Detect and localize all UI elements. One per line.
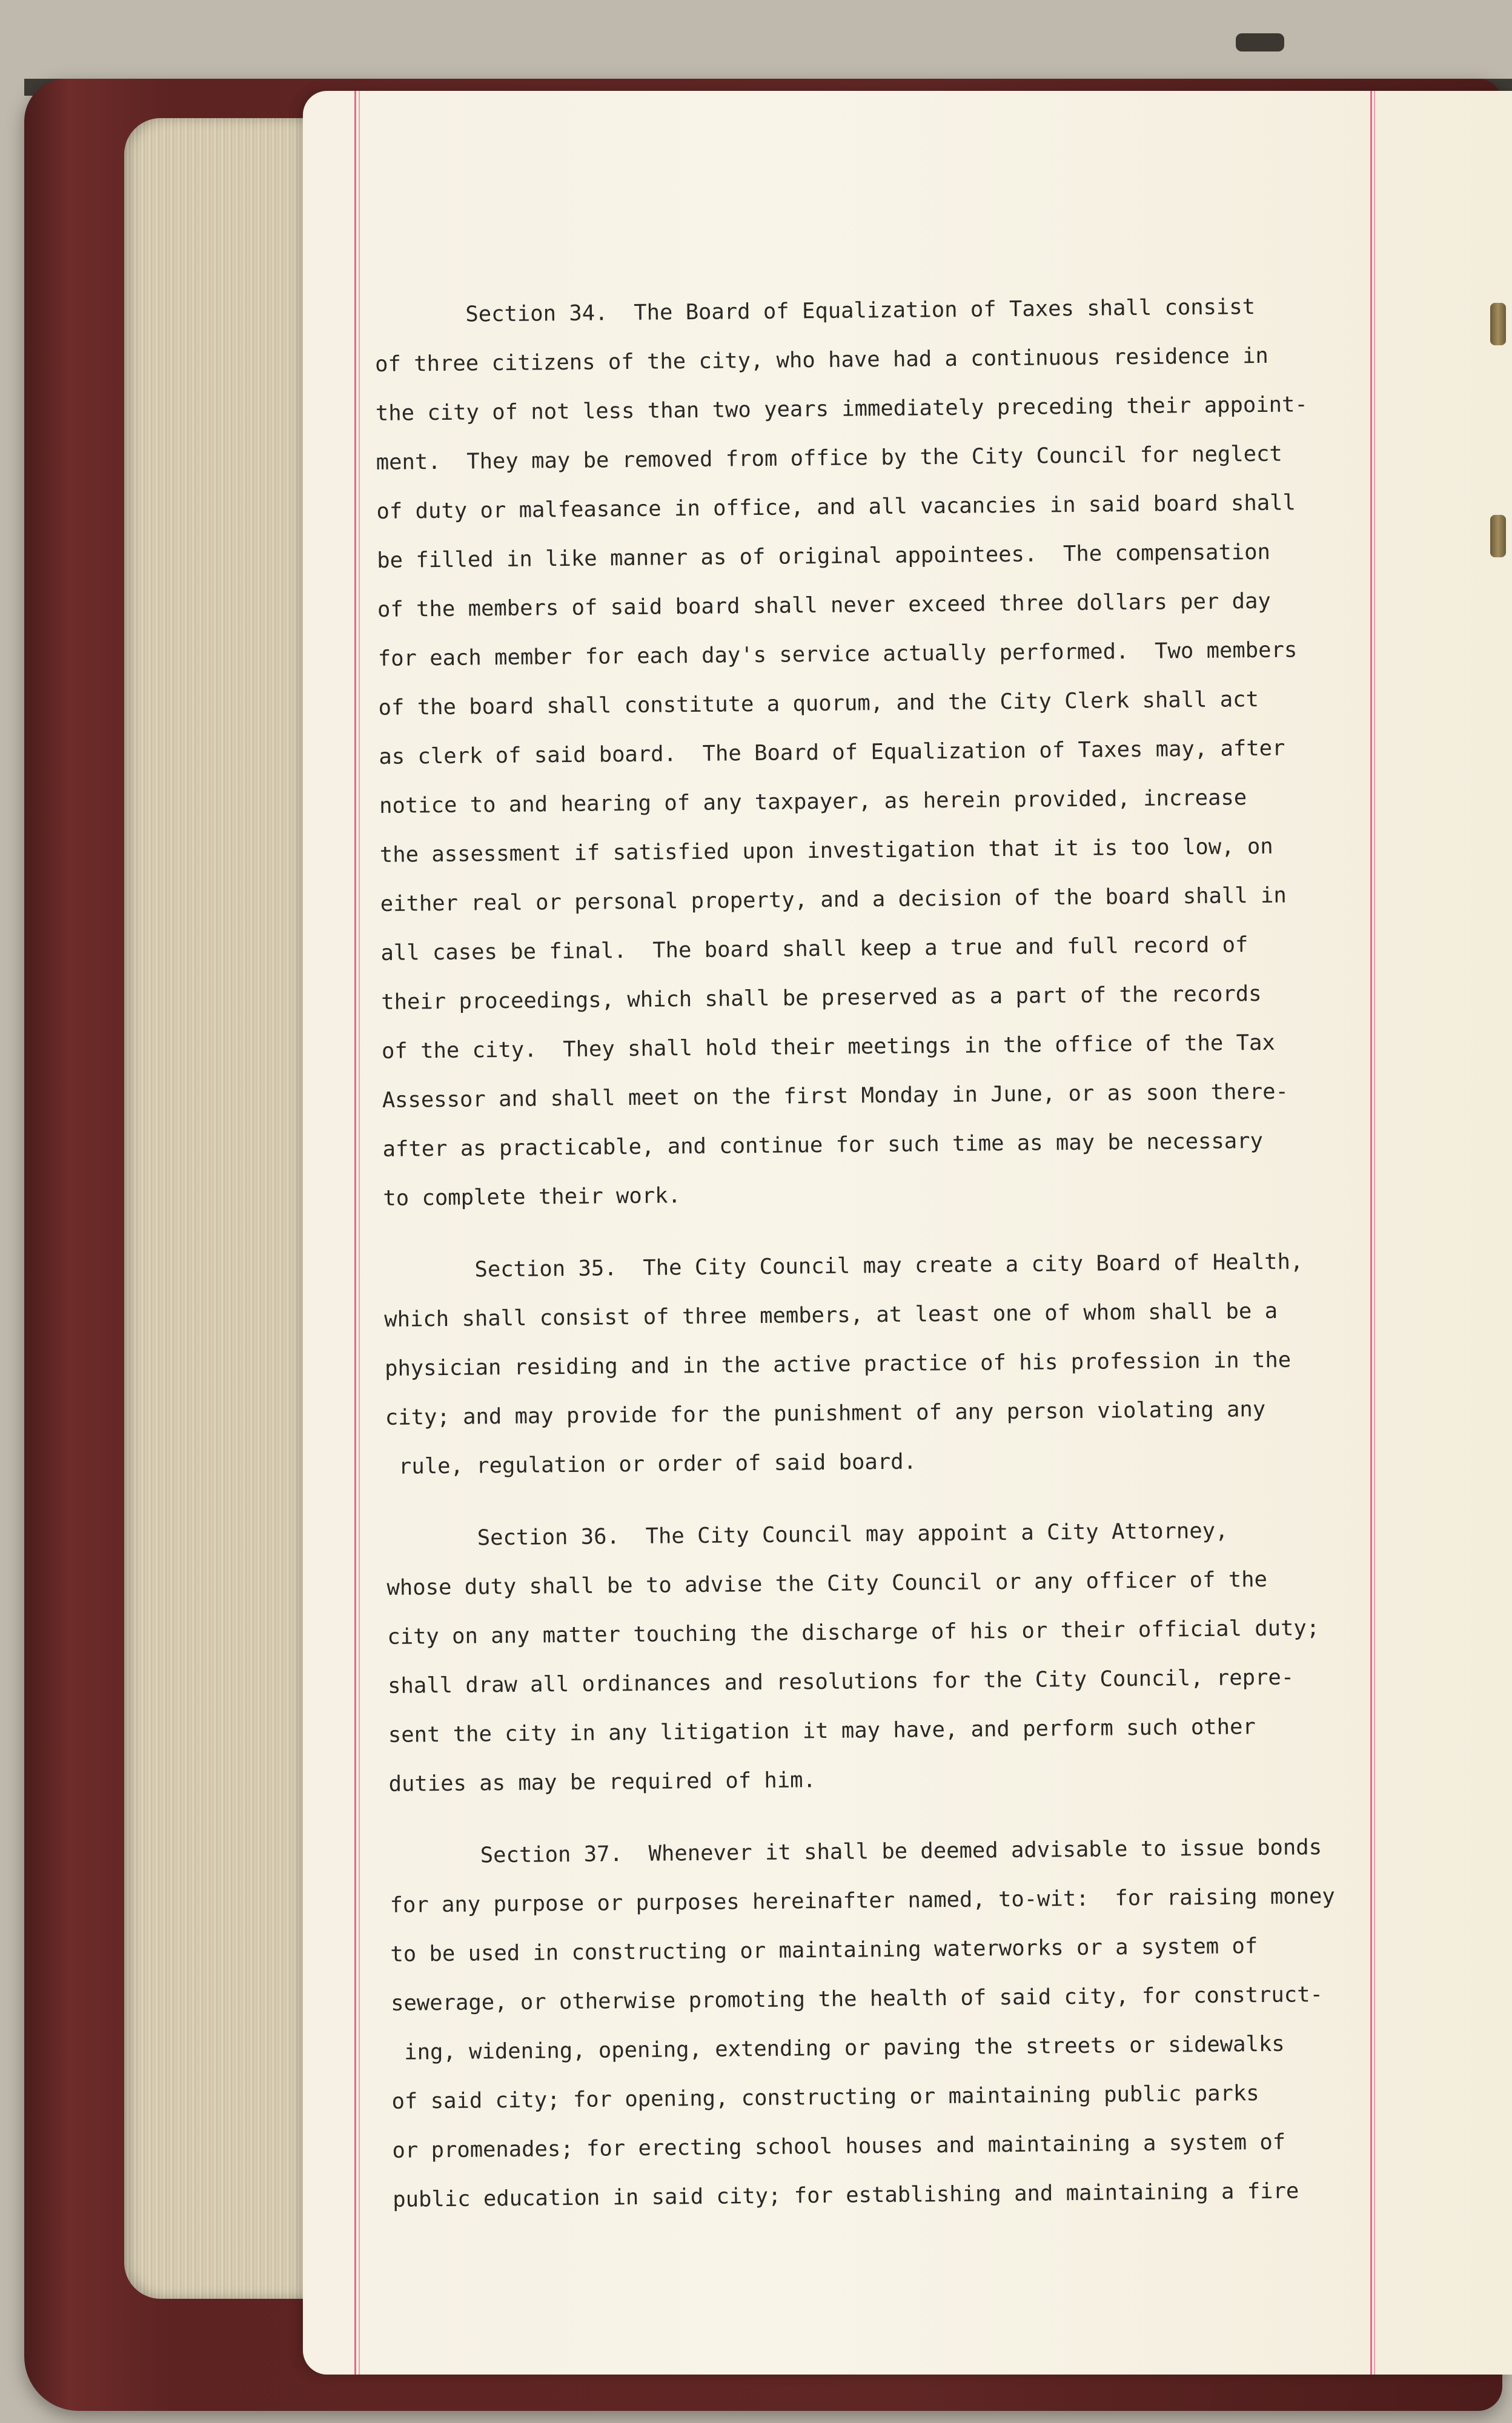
text-line: to complete their work.	[383, 1183, 681, 1211]
section-37	[389, 1821, 1434, 2224]
text-line: be filled in like manner as of original appointees. The compensation	[377, 539, 1271, 573]
text-line: after as practicable, and continue for such time as may be necessary	[382, 1128, 1264, 1162]
text-line: sent the city in any litigation it may have, and perform such other	[388, 1714, 1256, 1748]
text-line: Section 37. Whenever it shall be deemed advisable to issue bonds	[480, 1835, 1322, 1868]
text-line: physician residing and in the active practice of his profession in the	[384, 1347, 1292, 1381]
text-line: their proceedings, which shall be preserved as a part of the records	[381, 981, 1262, 1015]
text-line: Assessor and shall meet on the first Monday in June, or as soon there-	[382, 1079, 1289, 1113]
text-line: ment. They may be removed from office by the City Council for neglect	[376, 441, 1282, 475]
section-35	[383, 1236, 1428, 1491]
text-line: for any purpose or purposes hereinafter named, to-wit: for raising money	[390, 1883, 1335, 1918]
text-line: Section 34. The Board of Equalization of Taxes shall consist	[465, 294, 1256, 327]
text-line: shall draw all ordinances and resolutions for the City Council, repre-	[387, 1665, 1295, 1699]
text-line: all cases be final. The board shall keep a true and full record of	[380, 932, 1248, 966]
text-line: whose duty shall be to advise the City Council or any officer of the	[386, 1566, 1268, 1600]
text-line: to be used in constructing or maintaining waterworks or a system of	[390, 1934, 1258, 1967]
text-line: of the board shall constitute a quorum, and the City Clerk shall act	[378, 687, 1259, 720]
text-line: which shall consist of three members, at least one of whom shall be a	[384, 1298, 1278, 1332]
text-line: Section 35. The City Council may create a city Board of Health,	[474, 1249, 1304, 1282]
text-line: city on any matter touching the discharge of his or their official duty;	[387, 1616, 1320, 1649]
text-line: the assessment if satisfied upon investigation that it is too low, on	[379, 834, 1273, 867]
text-line: or promenades; for erecting school houses and maintaining a system of	[392, 2129, 1286, 2163]
text-line: of duty or malfeasance in office, and all vacancies in said board shall	[376, 490, 1296, 524]
left-margin-rule-inner	[359, 91, 360, 2375]
text-line: of three citizens of the city, who have had a continuous residence in	[374, 343, 1269, 377]
text-line: duties as may be required of him.	[388, 1768, 817, 1797]
metal-clasp	[1490, 515, 1506, 557]
text-line: as clerk of said board. The Board of Equalization of Taxes may, after	[379, 735, 1285, 769]
text-line: the city of not less than two years immediately preceding their appoint-	[375, 392, 1308, 426]
text-line: Section 36. The City Council may appoint a City Attorney,	[477, 1518, 1228, 1551]
text-line: notice to and hearing of any taxpayer, as herein provided, increase	[379, 785, 1247, 818]
text-line: of the members of said board shall never exceed three dollars per day	[377, 588, 1271, 622]
text-line: rule, regulation or order of said board.	[385, 1449, 917, 1479]
text-line: of the city. They shall hold their meetings in the office of the Tax	[381, 1030, 1275, 1064]
metal-clasp	[1490, 303, 1506, 345]
book-clip	[1236, 33, 1284, 51]
text-line: ing, widening, opening, extending or paving the streets or sidewalks	[391, 2031, 1285, 2065]
left-margin-rule	[354, 91, 356, 2375]
text-line: of said city; for opening, constructing or maintaining public parks	[391, 2081, 1259, 2114]
section-34	[374, 280, 1425, 1222]
text-line: city; and may provide for the punishment of any person violating any	[385, 1396, 1266, 1430]
section-36	[386, 1504, 1431, 1808]
text-line: sewerage, or otherwise promoting the health of said city, for construct-	[390, 1982, 1324, 2016]
page-text	[374, 280, 1435, 2224]
text-line: for each member for each day's service actually performed. Two members	[377, 637, 1298, 671]
text-line: either real or personal property, and a decision of the board shall in	[380, 883, 1287, 916]
text-line: public education in said city; for establishing and maintaining a fire	[393, 2178, 1299, 2212]
